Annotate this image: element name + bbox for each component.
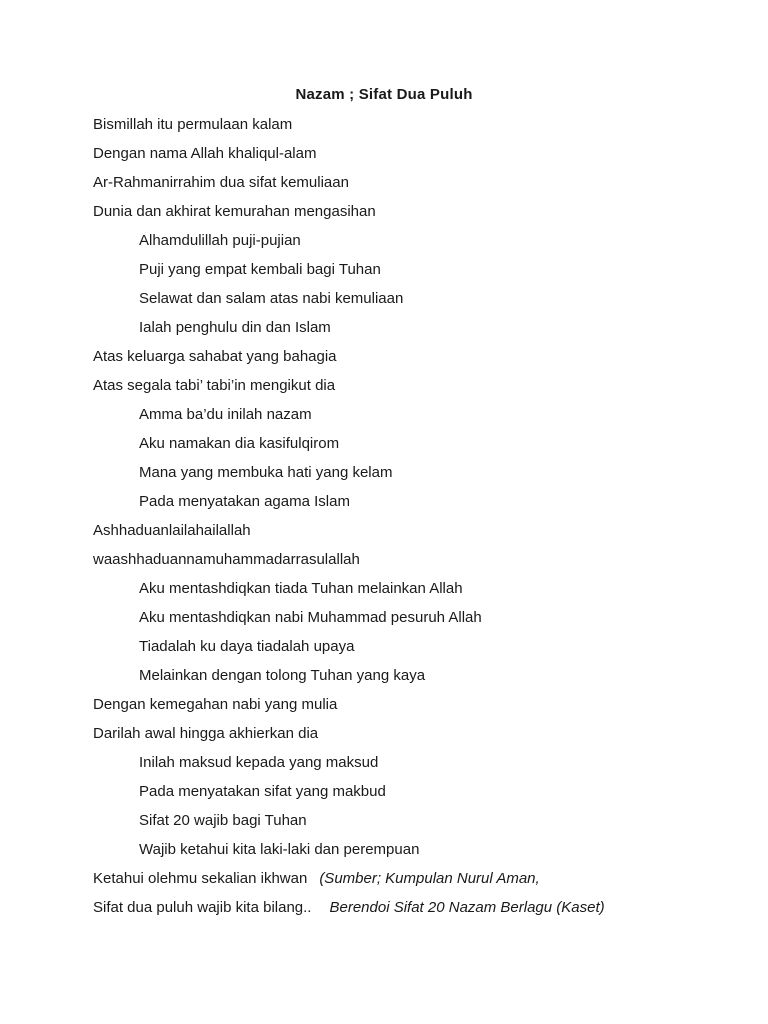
poem-line-text: Bismillah itu permulaan kalam <box>93 116 293 133</box>
poem-line <box>93 579 733 608</box>
source-citation: Berendoi Sifat 20 Nazam Berlagu (Kaset) <box>329 899 605 916</box>
poem-line <box>93 637 733 666</box>
poem-line <box>93 521 733 550</box>
poem-line <box>93 231 733 260</box>
poem-line-text: Aku mentashdiqkan tiada Tuhan melainkan Allah <box>139 580 463 597</box>
poem-line <box>93 811 733 840</box>
poem-line-text: Sifat dua puluh wajib kita bilang.. <box>93 899 312 916</box>
poem-line-text: Melainkan dengan tolong Tuhan yang kaya <box>139 667 426 684</box>
poem-line <box>93 782 733 811</box>
poem-line-text: Dengan kemegahan nabi yang mulia <box>93 696 338 713</box>
poem-line <box>93 260 733 289</box>
poem-line <box>93 202 733 231</box>
poem-line <box>93 434 733 463</box>
poem-line <box>93 463 733 492</box>
poem-line <box>93 405 733 434</box>
poem-line <box>93 376 733 405</box>
poem-line-text: Dunia dan akhirat kemurahan mengasihan <box>93 203 376 220</box>
poem-line <box>93 173 733 202</box>
poem-line-text: Amma ba’du inilah nazam <box>139 406 312 423</box>
poem-line-text: Pada menyatakan agama Islam <box>139 493 350 510</box>
poem-line-text: Wajib ketahui kita laki-laki dan perempuan <box>139 841 420 858</box>
poem-line <box>93 869 733 898</box>
poem-line-text: Mana yang membuka hati yang kelam <box>139 464 393 481</box>
poem-line <box>93 144 733 173</box>
poem-line-text: Selawat dan salam atas nabi kemuliaan <box>139 290 404 307</box>
document-title: Nazam ; Sifat Dua Puluh <box>295 86 473 103</box>
poem-line <box>93 289 733 318</box>
poem-line <box>93 695 733 724</box>
poem-line-text: Alhamdulillah puji-pujian <box>139 232 301 249</box>
poem-line-text: Atas segala tabi’ tabi’in mengikut dia <box>93 377 336 394</box>
poem-line-text: Ketahui olehmu sekalian ikhwan <box>93 870 308 887</box>
poem-line-text: waashhaduannamuhammadarrasulallah <box>93 551 360 568</box>
poem-line <box>93 724 733 753</box>
poem-line-text: Darilah awal hingga akhierkan dia <box>93 725 319 742</box>
poem-line <box>93 840 733 869</box>
poem-line-text: Ashhaduanlailahailallah <box>93 522 251 539</box>
poem-line-text: Dengan nama Allah khaliqul-alam <box>93 145 317 162</box>
poem-line <box>93 492 733 521</box>
poem-line-text: Atas keluarga sahabat yang bahagia <box>93 348 337 365</box>
poem-line <box>93 318 733 347</box>
poem-line-text: Aku mentashdiqkan nabi Muhammad pesuruh Allah <box>139 609 482 626</box>
poem-line-text: Puji yang empat kembali bagi Tuhan <box>139 261 381 278</box>
poem-line-text: Ar-Rahmanirrahim dua sifat kemuliaan <box>93 174 349 191</box>
poem-line <box>93 608 733 637</box>
poem-body <box>93 115 733 927</box>
poem-line-text: Pada menyatakan sifat yang makbud <box>139 783 386 800</box>
poem-line-text: Tiadalah ku daya tiadalah upaya <box>139 638 355 655</box>
poem-line-text: Sifat 20 wajib bagi Tuhan <box>139 812 307 829</box>
poem-line <box>93 115 733 144</box>
poem-line-text: Ialah penghulu din dan Islam <box>139 319 331 336</box>
poem-line-text: Aku namakan dia kasifulqirom <box>139 435 340 452</box>
poem-line <box>93 347 733 376</box>
poem-line <box>93 666 733 695</box>
poem-line-text: Inilah maksud kepada yang maksud <box>139 754 379 771</box>
source-citation: (Sumber; Kumpulan Nurul Aman, <box>319 870 540 887</box>
poem-line <box>93 550 733 579</box>
poem-line <box>93 898 733 927</box>
poem-line <box>93 753 733 782</box>
